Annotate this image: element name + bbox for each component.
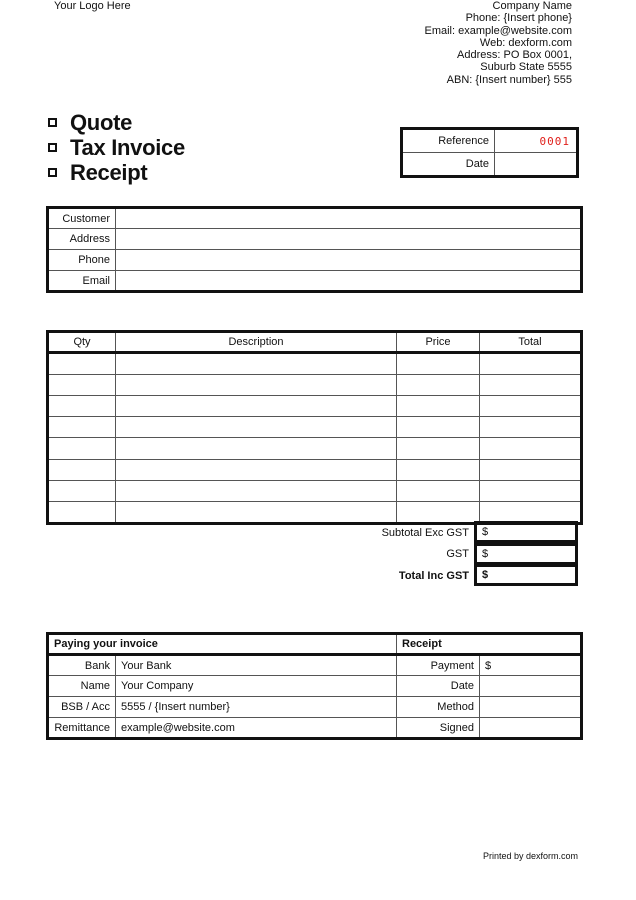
description-cell[interactable] bbox=[116, 353, 397, 374]
table-header-row bbox=[48, 332, 582, 353]
qty-cell[interactable] bbox=[48, 502, 116, 523]
name-field[interactable]: Your Company bbox=[116, 676, 397, 697]
signed-field[interactable] bbox=[480, 718, 582, 739]
table-row bbox=[48, 481, 582, 502]
column-header-total: Total bbox=[480, 332, 582, 353]
total-cell[interactable] bbox=[480, 481, 582, 502]
price-cell[interactable] bbox=[397, 481, 480, 502]
subtotal-row bbox=[380, 522, 578, 544]
customer-details-table bbox=[46, 206, 583, 293]
total-label: Total Inc GST bbox=[398, 569, 469, 582]
total-cell[interactable] bbox=[480, 438, 582, 459]
gst-label: GST bbox=[446, 548, 469, 561]
email-field[interactable] bbox=[116, 271, 582, 292]
table-row bbox=[48, 438, 582, 459]
customer-field[interactable] bbox=[116, 208, 582, 229]
company-details bbox=[425, 0, 573, 86]
payment-row bbox=[48, 697, 582, 718]
line-items-table bbox=[46, 330, 583, 525]
email-row bbox=[48, 271, 582, 292]
table-row bbox=[48, 459, 582, 480]
payment-header-row bbox=[48, 634, 582, 655]
checkbox-icon[interactable] bbox=[48, 143, 57, 152]
column-header-qty: Qty bbox=[48, 332, 116, 353]
qty-cell[interactable] bbox=[48, 374, 116, 395]
bsb-acc-field[interactable]: 5555 / {Insert number} bbox=[116, 697, 397, 718]
signed-label: Signed bbox=[397, 718, 480, 739]
doc-type-label: Quote bbox=[70, 110, 133, 135]
doc-type-quote[interactable] bbox=[47, 110, 185, 135]
checkbox-icon[interactable] bbox=[48, 168, 57, 177]
company-email: Email: example@website.com bbox=[424, 24, 572, 37]
checkbox-icon[interactable] bbox=[48, 118, 57, 127]
table-row bbox=[48, 353, 582, 374]
column-header-description: Description bbox=[116, 332, 397, 353]
price-cell[interactable] bbox=[397, 417, 480, 438]
gst-row bbox=[380, 544, 578, 566]
table-row bbox=[48, 417, 582, 438]
bank-field[interactable]: Your Bank bbox=[116, 655, 397, 676]
company-abn: ABN: {Insert number} 555 bbox=[446, 73, 572, 86]
qty-cell[interactable] bbox=[48, 438, 116, 459]
phone-label: Phone bbox=[48, 250, 116, 271]
date-label: Date bbox=[402, 153, 495, 177]
description-cell[interactable] bbox=[116, 438, 397, 459]
description-cell[interactable] bbox=[116, 374, 397, 395]
table-row bbox=[48, 502, 582, 523]
address-label: Address bbox=[48, 229, 116, 250]
description-cell[interactable] bbox=[116, 395, 397, 416]
price-cell[interactable] bbox=[397, 502, 480, 523]
bank-label: Bank bbox=[48, 655, 116, 676]
bsb-acc-label: BSB / Acc bbox=[48, 697, 116, 718]
reference-row bbox=[402, 129, 578, 153]
reference-number[interactable]: 0001 bbox=[495, 129, 578, 153]
subtotal-field[interactable]: $ bbox=[474, 521, 578, 543]
paying-invoice-heading: Paying your invoice bbox=[48, 634, 397, 655]
price-cell[interactable] bbox=[397, 353, 480, 374]
total-field[interactable]: $ bbox=[474, 564, 578, 586]
totals-section bbox=[380, 522, 578, 587]
logo-placeholder: Your Logo Here bbox=[54, 0, 131, 12]
payment-receipt-table bbox=[46, 632, 583, 740]
name-label: Name bbox=[48, 676, 116, 697]
customer-row bbox=[48, 208, 582, 229]
doc-type-tax-invoice[interactable] bbox=[47, 135, 185, 160]
total-cell[interactable] bbox=[480, 502, 582, 523]
subtotal-label: Subtotal Exc GST bbox=[381, 526, 469, 539]
address-field[interactable] bbox=[116, 229, 582, 250]
receipt-date-label: Date bbox=[397, 676, 480, 697]
description-cell[interactable] bbox=[116, 417, 397, 438]
total-cell[interactable] bbox=[480, 395, 582, 416]
address-row bbox=[48, 229, 582, 250]
payment-row bbox=[48, 718, 582, 739]
doc-type-label: Tax Invoice bbox=[70, 135, 185, 160]
qty-cell[interactable] bbox=[48, 417, 116, 438]
company-phone: Phone: {Insert phone} bbox=[465, 12, 572, 25]
total-cell[interactable] bbox=[480, 374, 582, 395]
company-web: Web: dexform.com bbox=[479, 36, 572, 49]
gst-field[interactable]: $ bbox=[474, 543, 578, 565]
company-address-line1: Address: PO Box 0001, bbox=[457, 49, 572, 62]
payment-row bbox=[48, 676, 582, 697]
total-cell[interactable] bbox=[480, 417, 582, 438]
price-cell[interactable] bbox=[397, 438, 480, 459]
qty-cell[interactable] bbox=[48, 481, 116, 502]
company-address-line2: Suburb State 5555 bbox=[480, 61, 572, 74]
payment-row bbox=[48, 655, 582, 676]
qty-cell[interactable] bbox=[48, 353, 116, 374]
customer-label: Customer bbox=[48, 208, 116, 229]
column-header-price: Price bbox=[397, 332, 480, 353]
description-cell[interactable] bbox=[116, 502, 397, 523]
doc-type-label: Receipt bbox=[70, 160, 148, 185]
total-cell[interactable] bbox=[480, 353, 582, 374]
method-field[interactable] bbox=[480, 697, 582, 718]
price-cell[interactable] bbox=[397, 374, 480, 395]
description-cell[interactable] bbox=[116, 481, 397, 502]
remittance-label: Remittance bbox=[48, 718, 116, 739]
payment-field[interactable]: $ bbox=[480, 655, 582, 676]
qty-cell[interactable] bbox=[48, 395, 116, 416]
company-name: Company Name bbox=[492, 0, 572, 12]
table-row bbox=[48, 374, 582, 395]
receipt-heading: Receipt bbox=[397, 634, 582, 655]
receipt-date-field[interactable] bbox=[480, 676, 582, 697]
price-cell[interactable] bbox=[397, 459, 480, 480]
email-label: Email bbox=[48, 271, 116, 292]
date-row bbox=[402, 153, 578, 177]
doc-type-receipt[interactable] bbox=[47, 160, 185, 185]
printed-by-footer: Printed by dexform.com bbox=[482, 851, 578, 861]
total-row bbox=[380, 565, 578, 587]
reference-box bbox=[400, 127, 579, 178]
phone-row bbox=[48, 250, 582, 271]
qty-cell[interactable] bbox=[48, 459, 116, 480]
document-type-options bbox=[47, 110, 185, 185]
description-cell[interactable] bbox=[116, 459, 397, 480]
total-cell[interactable] bbox=[480, 459, 582, 480]
payment-label: Payment bbox=[397, 655, 480, 676]
method-label: Method bbox=[397, 697, 480, 718]
reference-label: Reference bbox=[402, 129, 495, 153]
price-cell[interactable] bbox=[397, 395, 480, 416]
phone-field[interactable] bbox=[116, 250, 582, 271]
date-field[interactable] bbox=[495, 153, 578, 177]
table-row bbox=[48, 395, 582, 416]
remittance-field[interactable]: example@website.com bbox=[116, 718, 397, 739]
